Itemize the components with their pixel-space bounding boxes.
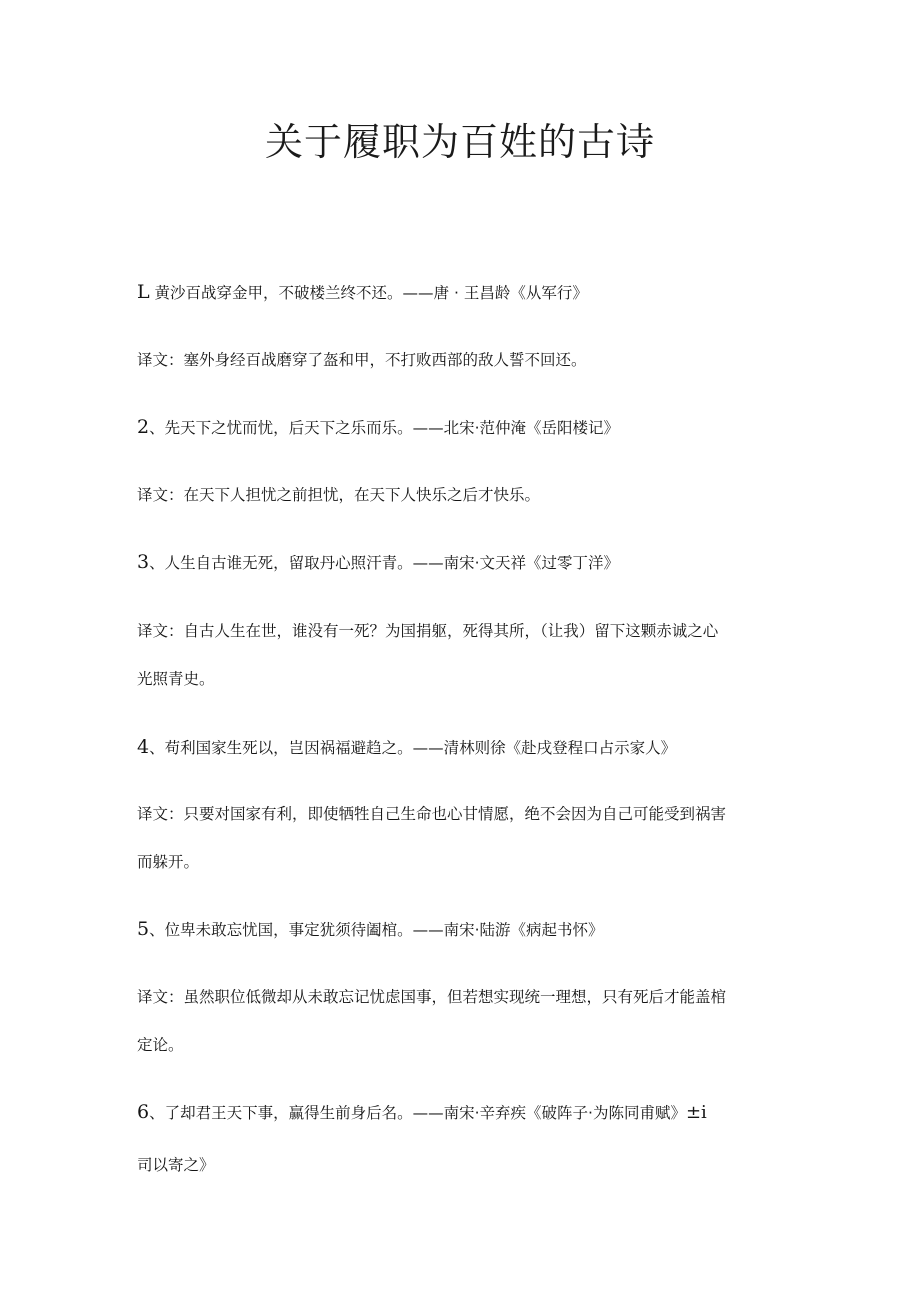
entry-number-1: L: [137, 281, 150, 303]
translation-line-2: 译文：在天下人担忧之前担忧，在天下人快乐之后才快乐。: [137, 486, 541, 504]
poem-line-1: [137, 280, 797, 305]
poem-line-4: [137, 735, 797, 760]
translation-line-3a: 译文：自古人生在世，谁没有一死？为国捐躯，死得其所，（让我）留下这颗赤诚之心: [137, 622, 719, 640]
translation-line-4b: 而躲开。: [137, 853, 200, 871]
entry-number-2: 2: [137, 416, 150, 438]
poem-text-2: 、先天下之忧而忧，后天下之乐而乐。——北宋·范仲淹《岳阳楼记》: [149, 419, 620, 437]
poem-text-4: 、苟利国家生死以，岂因祸福避趋之。——清林则徐《赴戌登程口占示家人》: [149, 739, 677, 757]
translation-line-1: 译文：塞外身经百战磨穿了盔和甲，不打败西部的敌人誓不回还。: [137, 351, 587, 369]
entry-number-3: 3: [137, 551, 150, 573]
entry-number-4: 4: [137, 736, 150, 758]
document-title: 关于履职为百姓的古诗: [264, 120, 655, 164]
translation-line-5b: 定论。: [137, 1036, 184, 1054]
poem-text-6: 、了却君王天下事，赢得生前身后名。——南宋·辛弃疾《破阵子·为陈同甫赋》: [149, 1104, 686, 1122]
poem-line-2: [137, 415, 797, 440]
poem-line-6: [137, 1100, 797, 1125]
poem-text-3: 、人生自古谁无死，留取丹心照汗青。——南宋·文天祥《过零丁洋》: [149, 554, 620, 572]
translation-line-5a: 译文：虽然职位低微却从未敢忘记忧虑国事，但若想实现统一理想，只有死后才能盖棺: [137, 988, 727, 1006]
translation-line-3b: 光照青史。: [137, 670, 215, 688]
poem-text-5: 、位卑未敢忘忧国，事定犹须待阖棺。——南宋·陆游《病起书怀》: [149, 921, 604, 939]
poem-line-3: [137, 550, 797, 575]
poem-tail-6: ±i: [685, 1102, 707, 1123]
entry-number-6: 6: [137, 1101, 150, 1123]
entry-number-5: 5: [137, 918, 150, 940]
poem-line-6-cont: 司以寄之》: [137, 1156, 215, 1174]
translation-line-4a: 译文：只要对国家有利，即使牺牲自己生命也心甘情愿，绝不会因为自己可能受到祸害: [137, 805, 727, 823]
poem-line-5: [137, 917, 797, 942]
poem-text-1: 黄沙百战穿金甲，不破楼兰终不还。——唐 · 王昌龄《从军行》: [149, 284, 588, 302]
